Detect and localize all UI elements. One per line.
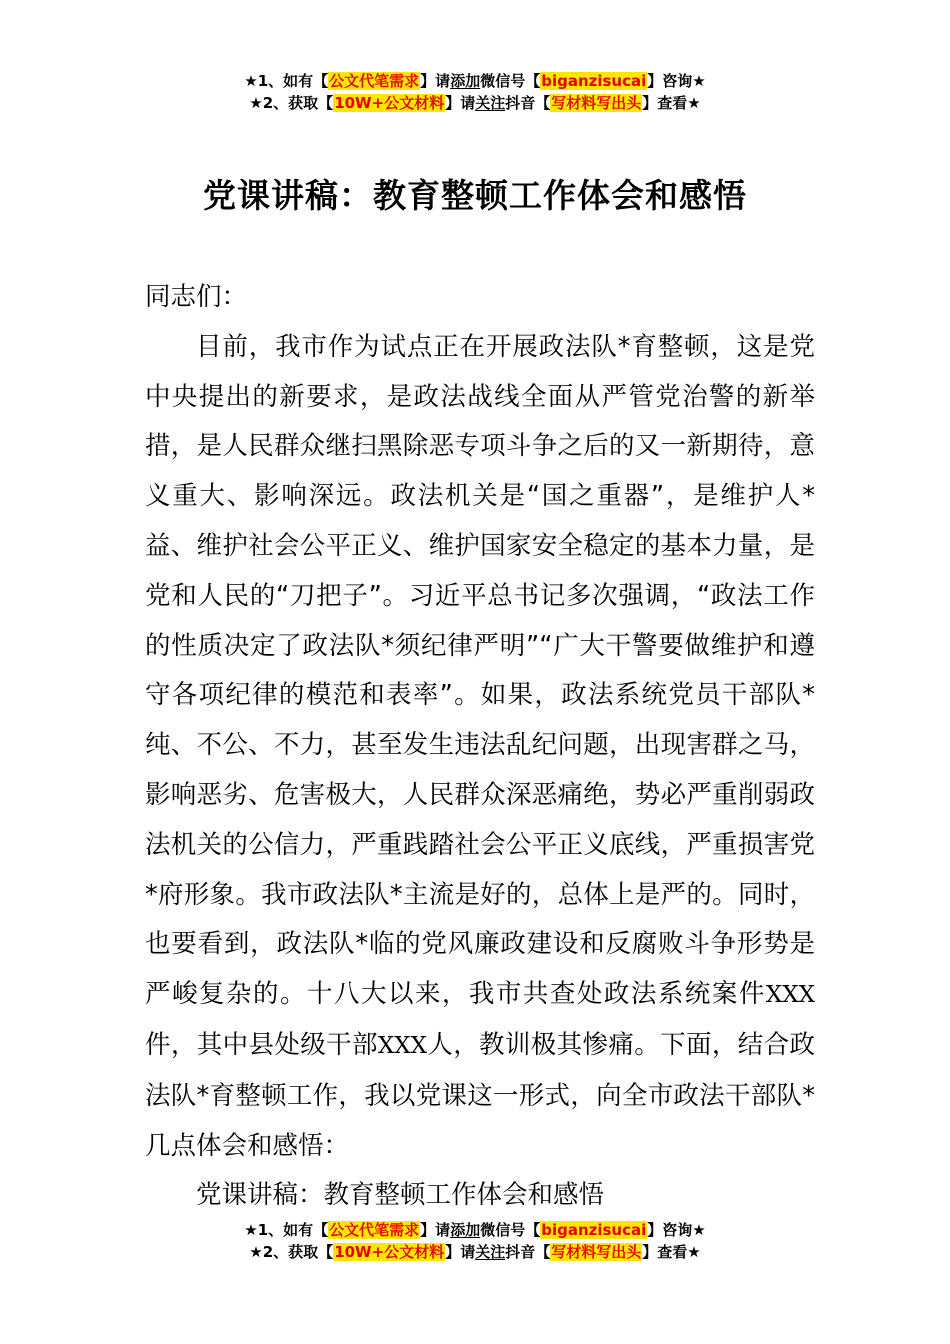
document-body — [145, 273, 815, 1221]
promo-text: 】请 — [420, 72, 451, 90]
promo-line-2 — [0, 92, 950, 114]
promo-text: 微信号【 — [480, 1221, 541, 1239]
promo-text: ★1、如有【 — [244, 72, 329, 90]
promo-wechat-id: biganzisucai — [541, 1221, 647, 1239]
promo-text: 抖音【 — [505, 94, 551, 112]
promo-banner-top — [0, 70, 950, 114]
promo-underline: 添加 — [450, 1221, 481, 1239]
promo-text: ★2、获取【 — [249, 1243, 334, 1261]
promo-banner-bottom — [0, 1219, 950, 1263]
promo-wechat-id: biganzisucai — [541, 72, 647, 90]
body-text: 人，教训极其惨痛。下面，结合政法队*育整顿工作，我以党课这一形式，向全市政法干部队*几点体会和感悟： — [145, 1029, 815, 1161]
promo-text: 】咨询★ — [647, 1221, 706, 1239]
promo-highlight: 公文代笔需求 — [329, 72, 420, 90]
document-title: 党课讲稿：教育整顿工作体会和感悟 — [203, 176, 747, 215]
promo-text: 微信号【 — [480, 72, 541, 90]
promo-text: ★2、获取【 — [249, 94, 334, 112]
promo-text: 抖音【 — [505, 1243, 551, 1261]
section-heading: 党课讲稿：教育整顿工作体会和感悟 — [196, 1180, 605, 1211]
promo-text: 】请 — [445, 1243, 476, 1261]
promo-underline: 关注 — [475, 1243, 506, 1261]
promo-text: 】查看★ — [642, 94, 701, 112]
promo-douyin-name: 写材料写出头 — [551, 1243, 642, 1261]
body-text: 目前，我市作为试点正在开展政法队*育整顿，这是党中央提出的新要求，是政法战线全面从严管党治警的新举措，是人民群众继扫黑除恶专项斗争之后的又一新期待，意义重大、影响深远。政法机关是“国之重器”，是维护人*益、维护社会公平正义、维护国家安全稳定的基本力量，是党和人民的“刀把子”。习近平总书记多次强调，“政法工作的性质决定了政法队*须纪律严明”“广大干警要做维护和遵守各项纪律的模范和表率”。如果，政法系统党员干部队*纯、不公、不力，甚至发生违法乱纪问题，出现害群之马，影响恶劣、危害极大，人民群众深恶痛绝，势必严重削弱政法机关的公信力，严重践踏社会公平正义底线，严重损害党*府形象。我市政法队*主流是好的，总体上是严的。同时，也要看到，政法队*临的党风廉政建设和反腐败斗争形势是严峻复杂的。十八大以来，我市共查处政法系统案件 — [145, 331, 815, 1010]
cadre-count: XXX — [377, 1032, 427, 1059]
promo-text: 】咨询★ — [647, 72, 706, 90]
case-count: XXX — [765, 982, 815, 1009]
promo-text: 】请 — [420, 1221, 451, 1239]
promo-text: 】查看★ — [642, 1243, 701, 1261]
promo-text: ★1、如有【 — [244, 1221, 329, 1239]
promo-highlight: 公文代笔需求 — [329, 1221, 420, 1239]
body-paragraph — [145, 323, 815, 1172]
promo-highlight: 10W+公文材料 — [334, 94, 445, 112]
promo-douyin-name: 写材料写出头 — [551, 94, 642, 112]
body-text: 件，其中县处级干部 — [145, 1029, 378, 1060]
promo-highlight: 10W+公文材料 — [334, 1243, 445, 1261]
promo-line-1 — [0, 70, 950, 92]
promo-text: 】请 — [445, 94, 476, 112]
promo-underline: 关注 — [475, 94, 506, 112]
promo-underline: 添加 — [450, 72, 481, 90]
promo-line-2 — [0, 1241, 950, 1263]
promo-line-1 — [0, 1219, 950, 1241]
salutation: 同志们： — [145, 282, 248, 312]
